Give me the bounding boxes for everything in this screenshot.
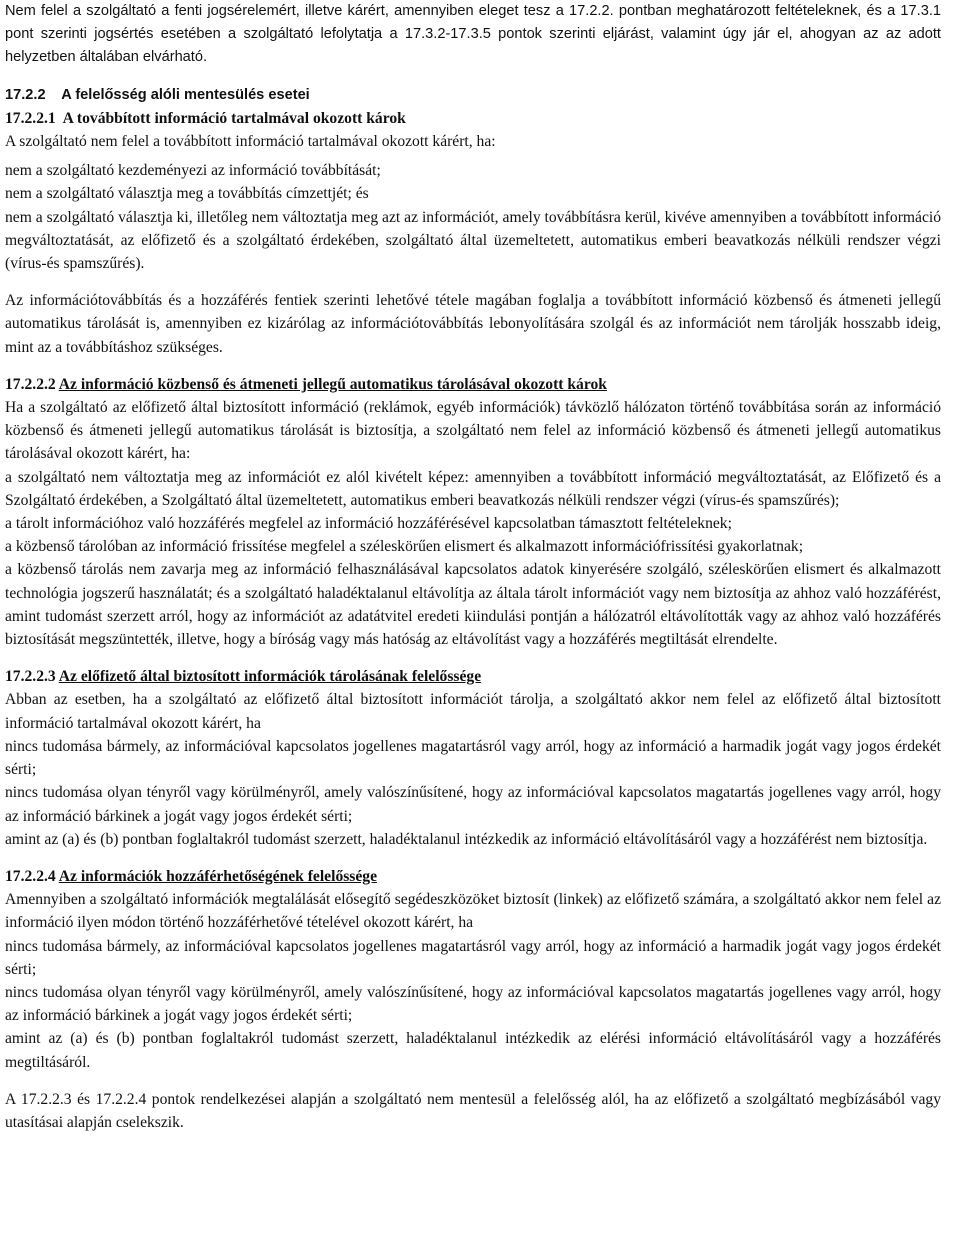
section-lead: Abban az esetben, ha a szolgáltató az előfizető által biztosított információt tárolja, a szolgáltató akkor nem felel az előfizető által biztosított információ tartalmával okozott kárért, ha	[5, 691, 941, 732]
list-item: nincs tudomása bármely, az információval kapcsolatos jogellenes magatartásról vagy arról, hogy az információ a harmadik jogát vagy jogos érdekét sérti;	[5, 937, 941, 978]
list-item: amint az (a) és (b) pontban foglaltakról tudomást szerzett, haladéktalanul intézkedik az elérési információ eltávolításáról vagy a hozzáférés megtiltásáról.	[5, 1030, 941, 1071]
section-title: A továbbított információ tartalmával okozott károk	[62, 109, 406, 127]
list-item: amint az (a) és (b) pontban foglaltakról tudomást szerzett, haladéktalanul intézkedik az információ eltávolításáról vagy a hozzáférést nem biztosítja.	[5, 830, 928, 848]
list-item: nincs tudomása bármely, az információval kapcsolatos jogellenes magatartásról vagy arról, hogy az információ a harmadik jogát vagy jogos érdekét sérti;	[5, 737, 941, 779]
list-item: nincs tudomása olyan tényről vagy körülményről, amely valószínűsítené, hogy az információval kapcsolatos magatartás jogellenes vagy arról, hogy az információ bárkinek a jogát vagy jogos érdekét sérti;	[5, 784, 941, 825]
section-number: 17.2.2.1	[5, 109, 56, 127]
section-number: 17.2.2.4	[5, 867, 56, 885]
list-item: nem a szolgáltató kezdeményezi az információ továbbítását;	[5, 162, 381, 180]
section-closing-paragraph: Az információtovábbítás és a hozzáférés fentiek szerinti lehetővé tétele magában foglalja a továbbított információ közbenső és átmeneti jellegű automatikus tárolását is, amennyiben ez kizárólag az információtovábbítás lebonyolítására szolgál és az információt nem tárolják hosszabb ideig, mint az a továbbításhoz szükséges.	[5, 292, 941, 356]
section-number: 17.2.2.2	[5, 375, 56, 393]
section-title: Az előfizető által biztosított információk tárolásának felelőssége	[58, 668, 482, 686]
intro-paragraph: Nem felel a szolgáltató a fenti jogsérelemért, illetve kárért, amennyiben eleget tesz a 17.2.2. pontban meghatározott feltételeknek, és a 17.3.1 pont szerinti jogsértés esetében a szolgáltató lefolytatja a 17.3.2-17.3.5 pontok szerinti eljárást, valamint úgy jár el, ahogyan az az adott helyzetben általában elvárható.	[5, 3, 941, 66]
list-item: a tárolt információhoz való hozzáférés megfelel az információ hozzáférésével kapcsolatban támasztott feltételeknek;	[5, 515, 732, 533]
list-item: nem a szolgáltató választja ki, illetőleg nem változtatja meg azt az információt, amely továbbításra kerül, kivéve amennyiben a továbbított információ megváltoztatását, az előfizető és a szolgáltató érdekében, szolgáltató által üzemeltetett, automatikus emberi beavatkozás nélküli rendszer végzi (vírus-és spamszűrés).	[5, 208, 941, 273]
list-item: nincs tudomása olyan tényről vagy körülményről, amely valószínűsítené, hogy az információval kapcsolatos magatartás jogellenes vagy arról, hogy az információ bárkinek a jogát vagy jogos érdekét sérti;	[5, 983, 941, 1025]
section-lead: Amennyiben a szolgáltató információk megtalálását elősegítő segédeszközöket biztosít (linkek) az előfizető számára, a szolgáltató akkor nem felel az információ ilyen módon történő hozzáférhetővé tételével okozott kárért, ha	[5, 891, 941, 932]
section-heading-17-2-2-1	[5, 107, 941, 130]
section-heading-17-2-2-2	[5, 373, 941, 396]
section-heading-17-2-2-3	[5, 665, 941, 688]
section-number: 17.2.2.3	[5, 668, 56, 686]
list-item: a közbenső tárolóban az információ frissítése megfelel a széleskörűen elismert és alkalmazott információfrissítési gyakorlatnak;	[5, 538, 804, 556]
list-item: a szolgáltató nem változtatja meg az információt ez alól kivételt képez: amennyiben a továbbított információ megváltoztatását, az Előfizető és a Szolgáltató érdekében, a Szolgáltató által üzemeltetett, automatikus emberi beavatkozás nélküli rendszer végzi (vírus-és spamszűrés);	[5, 468, 941, 509]
section-number: 17.2.2	[5, 86, 46, 103]
section-heading-17-2-2	[5, 84, 941, 107]
section-heading-17-2-2-4	[5, 865, 941, 888]
list-item: a közbenső tárolás nem zavarja meg az információ felhasználásával kapcsolatos adatok kinyerésére szolgáló, széleskörűen elismert és alkalmazott technológia jogszerű használatát; és a szolgáltató haladéktalanul eltávolítja az általa tárolt információt vagy nem biztosítja az ahhoz való hozzáférést, amint tudomást szerzett arról, hogy az információt az adatátvitel eredeti kiindulási pontján a hálózatról eltávolították vagy az ahhoz való hozzáférés biztosítását megszüntették, illetve, hogy a bíróság vagy más hatóság az eltávolítást vagy a hozzáférés megtiltását elrendelte.	[5, 561, 941, 649]
section-lead: Ha a szolgáltató az előfizető által biztosított információ (reklámok, egyéb információk) távközlő hálózaton történő továbbítása során az információ közbenső és átmeneti jellegű automatikus tárolását is biztosítja, a szolgáltató nem felel az információ közbenső és átmeneti jellegű automatikus tárolásával okozott kárért, ha:	[5, 399, 941, 463]
final-paragraph: A 17.2.2.3 és 17.2.2.4 pontok rendelkezései alapján a szolgáltató nem mentesül a felelősség alól, ha az előfizető a szolgáltató megbízásából vagy utasításai alapján cselekszik.	[5, 1090, 941, 1131]
section-title: Az információk hozzáférhetőségének felelőssége	[58, 867, 378, 885]
section-title: Az információ közbenső és átmeneti jellegű automatikus tárolásával okozott károk	[58, 375, 607, 393]
section-title: A felelősség alóli mentesülés esetei	[61, 86, 310, 103]
list-item: nem a szolgáltató választja meg a továbbítás címzettjét; és	[5, 185, 369, 203]
section-lead: A szolgáltató nem felel a továbbított információ tartalmával okozott kárért, ha:	[5, 133, 496, 151]
